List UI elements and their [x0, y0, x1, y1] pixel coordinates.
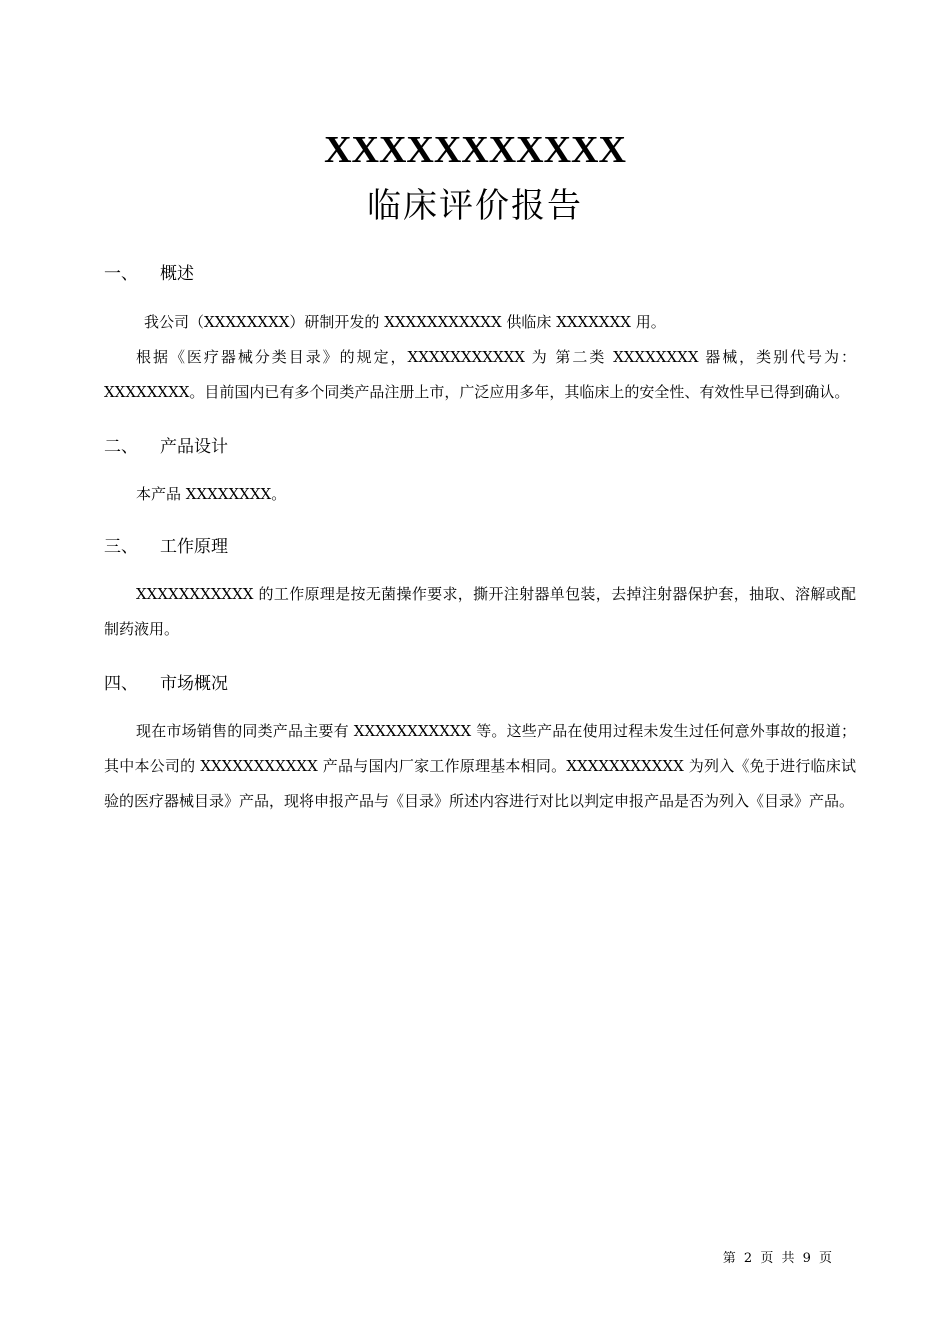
section-heading-working-principle [104, 532, 228, 557]
section-title: 工作原理 [160, 537, 228, 557]
section-body-overview [104, 305, 856, 410]
section-title: 概述 [160, 264, 194, 284]
paragraph: 根据《医疗器械分类目录》的规定，XXXXXXXXXXX 为 第二类 XXXXXXXX 器械，类别代号为：XXXXXXXX。目前国内已有多个同类产品注册上市，广泛应用多年，其临床上的安全性、有效性早已得到确认。 [104, 348, 856, 401]
section-number: 四、 [104, 674, 138, 694]
section-number: 一、 [104, 264, 138, 284]
section-number: 三、 [104, 537, 138, 557]
section-title: 产品设计 [160, 437, 228, 457]
paragraph: 我公司（XXXXXXXX）研制开发的 XXXXXXXXXXX 供临床 XXXXXXX 用。 [144, 313, 666, 331]
section-heading-overview [104, 259, 194, 284]
document-title: XXXXXXXXXXX [324, 129, 626, 171]
section-heading-market-overview [104, 669, 228, 694]
page-number-footer: 第 2 页 共 9 页 [722, 1251, 832, 1266]
paragraph: 本产品 XXXXXXXX。 [136, 485, 287, 503]
paragraph: 现在市场销售的同类产品主要有 XXXXXXXXXXX 等。这些产品在使用过程未发生过任何意外事故的报道；其中本公司的 XXXXXXXXXXX 产品与国内厂家工作原理基本相同。XXXXXXXXXXX 为列入《免于进行临床试验的医疗器械目录》产品，现将申报产品与《目录》所述内容进行对比以判定申报产品是否为列入《目录》产品。 [104, 722, 856, 810]
section-title: 市场概况 [160, 674, 228, 694]
section-body-product-design [104, 477, 856, 512]
section-number: 二、 [104, 437, 138, 457]
section-body-working-principle [104, 577, 856, 647]
section-heading-product-design [104, 432, 228, 457]
section-body-market-overview [104, 714, 856, 819]
paragraph: XXXXXXXXXXX 的工作原理是按无菌操作要求，撕开注射器单包装，去掉注射器保护套，抽取、溶解或配制药液用。 [104, 585, 856, 638]
document-subtitle: 临床评价报告 [367, 186, 583, 226]
